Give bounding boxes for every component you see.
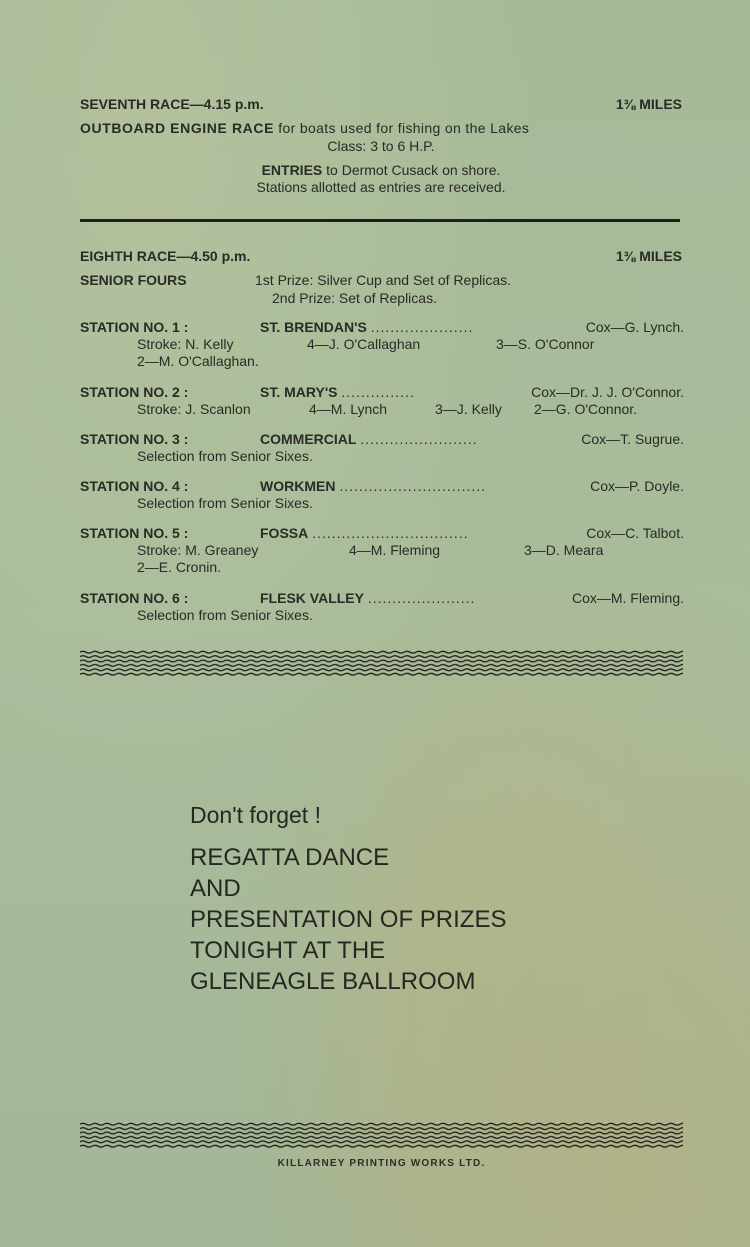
cox-name: Cox—T. Sugrue. (581, 431, 684, 447)
station-label: STATION NO. 4 : (80, 478, 189, 494)
entries-label: ENTRIES (261, 162, 323, 178)
wave-ornament (80, 650, 683, 676)
seat-3-name: 3—D. Meara (524, 542, 604, 558)
crew-name: FOSSA (260, 525, 309, 541)
seventh-race-distance: 1⅜ MILES (615, 96, 682, 112)
leader-dots: ........................ (360, 431, 478, 447)
seventh-race-title: SEVENTH RACE—4.15 p.m. (80, 96, 264, 112)
seat-2-name: 2—M. O'Callaghan. (137, 353, 259, 369)
station-entry (80, 384, 684, 418)
cox-name: Cox—G. Lynch. (585, 319, 684, 335)
notice-line: AND (190, 875, 241, 902)
station-label: STATION NO. 1 : (80, 319, 189, 335)
eighth-race-distance: 1⅜ MILES (615, 248, 682, 264)
seventh-race-entries (80, 162, 682, 179)
station-label: STATION NO. 3 : (80, 431, 189, 447)
crew-name: ST. MARY'S (260, 384, 338, 400)
crew-selection: Selection from Senior Sixes. (137, 495, 313, 511)
cox-name: Cox—C. Talbot. (586, 525, 684, 541)
crew-name: FLESK VALLEY (260, 590, 364, 606)
station-label: STATION NO. 6 : (80, 590, 189, 606)
station-entry (80, 431, 684, 465)
crew-name: COMMERCIAL (260, 431, 357, 447)
second-prize: 2nd Prize: Set of Replicas. (272, 290, 437, 306)
crew-selection: Selection from Senior Sixes. (137, 607, 313, 623)
seat-2-name: 2—E. Cronin. (137, 559, 222, 575)
station-entry (80, 525, 684, 576)
eighth-race-header (80, 248, 682, 265)
notice-line: GLENEAGLE BALLROOM (190, 968, 476, 995)
notice-line: REGATTA DANCE (190, 844, 390, 871)
crew-name: WORKMEN (260, 478, 336, 494)
seventh-race-class: Class: 3 to 6 H.P. (327, 138, 435, 154)
stroke-name: Stroke: N. Kelly (137, 336, 234, 352)
seventh-race-stations-note: Stations allotted as entries are received. (256, 179, 506, 195)
crew-selection: Selection from Senior Sixes. (137, 448, 313, 464)
leader-dots: ...................... (367, 590, 476, 606)
leader-dots: .............................. (339, 478, 487, 494)
seat-3-name: 3—S. O'Connor (496, 336, 595, 352)
cox-name: Cox—P. Doyle. (590, 478, 684, 494)
seat-3-name: 3—J. Kelly (435, 401, 502, 417)
seventh-race-name (80, 120, 682, 137)
section-divider (80, 219, 680, 222)
entries-text: to Dermot Cusack on shore. (322, 162, 501, 178)
station-label: STATION NO. 2 : (80, 384, 189, 400)
seventh-race-event-desc: for boats used for fishing on the Lakes (274, 120, 530, 136)
crew-name: ST. BRENDAN'S (260, 319, 367, 335)
cox-name: Cox—Dr. J. J. O'Connor. (531, 384, 684, 400)
station-entry (80, 590, 684, 624)
eighth-race-title: EIGHTH RACE—4.50 p.m. (80, 248, 251, 264)
stroke-name: Stroke: J. Scanlon (137, 401, 251, 417)
notice-lead: Don't forget ! (190, 802, 321, 828)
seventh-race-event: OUTBOARD ENGINE RACE (80, 120, 275, 136)
seat-4-name: 4—M. Lynch (309, 401, 388, 417)
seat-4-name: 4—M. Fleming (349, 542, 441, 558)
leader-dots: ................................ (312, 525, 469, 541)
station-label: STATION NO. 5 : (80, 525, 189, 541)
notice-block (190, 842, 506, 997)
notice-line: TONIGHT AT THE (190, 937, 386, 964)
stroke-name: Stroke: M. Greaney (137, 542, 259, 558)
leader-dots: ............... (341, 384, 415, 400)
seat-4-name: 4—J. O'Callaghan (307, 336, 421, 352)
station-entry (80, 319, 684, 370)
leader-dots: ..................... (370, 319, 474, 335)
cox-name: Cox—M. Fleming. (571, 590, 684, 606)
station-entry (80, 478, 684, 512)
seat-2-name: 2—G. O'Connor. (534, 401, 638, 417)
first-prize: 1st Prize: Silver Cup and Set of Replicas. (255, 272, 512, 288)
seventh-race-header (80, 96, 682, 113)
wave-ornament (80, 1122, 683, 1148)
eighth-race-event: SENIOR FOURS (80, 272, 187, 288)
printer-credit: KILLARNEY PRINTING WORKS LTD. (277, 1158, 486, 1169)
notice-line: PRESENTATION OF PRIZES (190, 906, 507, 933)
